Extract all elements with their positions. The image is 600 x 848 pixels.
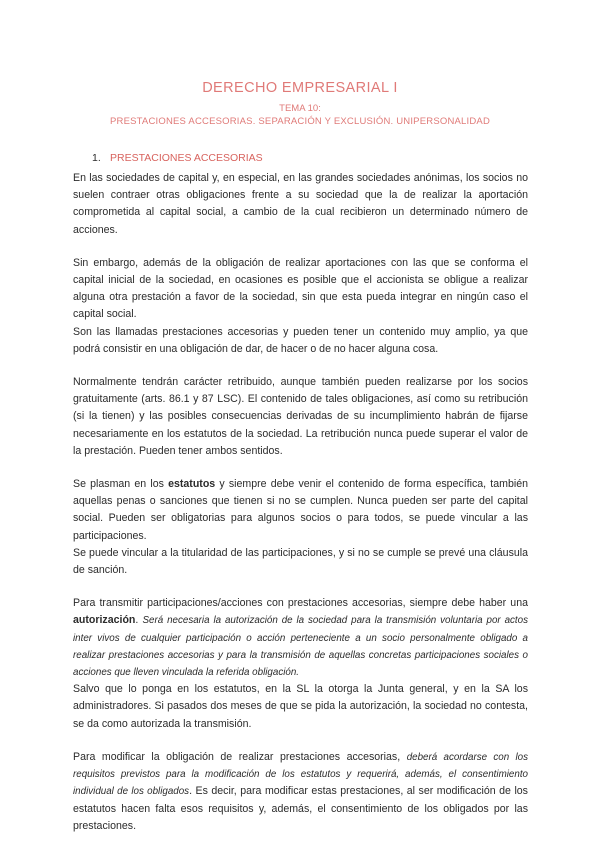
document-title: DERECHO EMPRESARIAL I: [202, 80, 398, 96]
paragraph-2: Sin embargo, además de la obligación de realizar aportaciones con las que se conforma el capital inicial de la sociedad, en ocasiones es posible que el accionista se obligue a realizar alguna otra prestación a favor de la sociedad, sin que esta pueda integrar en ningún caso el capital social.: [73, 256, 528, 321]
paragraph-5-text-a: Se plasman en los: [73, 478, 169, 491]
paragraph-5-bold: estatutos: [168, 478, 216, 491]
paragraph-7-text-a: Para transmitir participaciones/acciones con prestaciones accesorias, siempre debe haber una: [73, 597, 528, 610]
document-body: [73, 170, 528, 835]
paragraph-9: [73, 749, 528, 835]
paragraph-5-text-b: y siempre debe venir el contenido de forma específica, también aquellas penas o sanciones que tienen si no se cumplen. Nunca pueden ser parte del capital social. Pueden ser obligatorias para algunos socios o para todos, se puede vincular a las participaciones.: [73, 478, 528, 542]
paragraph-4: Normalmente tendrán carácter retribuido, aunque también pueden realizarse por los socios gratuitamente (arts. 86.1 y 87 LSC). El contenido de tales obligaciones, así como su retribución (si la tienen) y las posibles consecuencias derivadas de su incumplimiento habrán de fijarse necesariamente en los estatutos de la sociedad. La retribución nunca puede superar el valor de la prestación. Pueden tener ambos sentidos.: [73, 376, 528, 457]
paragraph-9-text-b: . Es decir, para modificar estas prestaciones, al ser modificación de los estatutos hacen falta esos requisitos y, además, el consentimiento de los obligados por las prestaciones.: [73, 785, 528, 832]
paragraph-7-dot: .: [135, 614, 143, 627]
paragraph-7-bold: autorización: [73, 614, 136, 627]
section-number: 1.: [92, 152, 101, 164]
paragraph-9-text-a: Para modificar la obligación de realizar prestaciones accesorias,: [73, 750, 407, 763]
paragraph-3: Son las llamadas prestaciones accesorias y pueden tener un contenido muy amplio, ya que podrá consistir en una obligación de dar, de hacer o de no hacer alguna cosa.: [73, 325, 528, 355]
topic-number: TEMA 10:: [279, 103, 321, 114]
paragraph-8: Salvo que lo ponga en los estatutos, en la SL la otorga la Junta general, y en la SA los administradores. Si pasados dos meses de que se pida la autorización, la sociedad no contesta, se da como autorizada la transmisión.: [73, 683, 528, 730]
paragraph-5: [73, 476, 528, 545]
section-heading: [92, 152, 263, 164]
paragraph-9-italic: deberá acordarse con los requisitos previstos para la modificación de los estatutos y requerirá, además, el consentimiento individual de los obligados: [73, 751, 528, 798]
topic-title: PRESTACIONES ACCESORIAS. SEPARACIÓN Y EXCLUSIÓN. UNIPERSONALIDAD: [109, 116, 491, 127]
paragraph-7-italic: Será necesaria la autorización de la sociedad para la transmisión voluntaria por actos inter vivos de cualquier participación o acción perteneciente a un socio personalmente obligado a realizar prestaciones accesorias y para la transmisión de aquellas concretas participaciones sociales o acciones que lleven vinculada la referida obligación.: [73, 615, 529, 679]
section-title: PRESTACIONES ACCESORIAS: [110, 152, 263, 164]
paragraph-6: Se puede vincular a la titularidad de las participaciones, y si no se cumple se prevé una cláusula de sanción.: [73, 546, 528, 577]
paragraph-7: [73, 595, 528, 681]
paragraph-1: En las sociedades de capital y, en especial, en las grandes sociedades anónimas, los socios no suelen contraer otras obligaciones frente a su sociedad que la de realizar la aportación comprometida al capital social, a cambio de la cual recibieron un determinado número de acciones.: [73, 172, 528, 236]
